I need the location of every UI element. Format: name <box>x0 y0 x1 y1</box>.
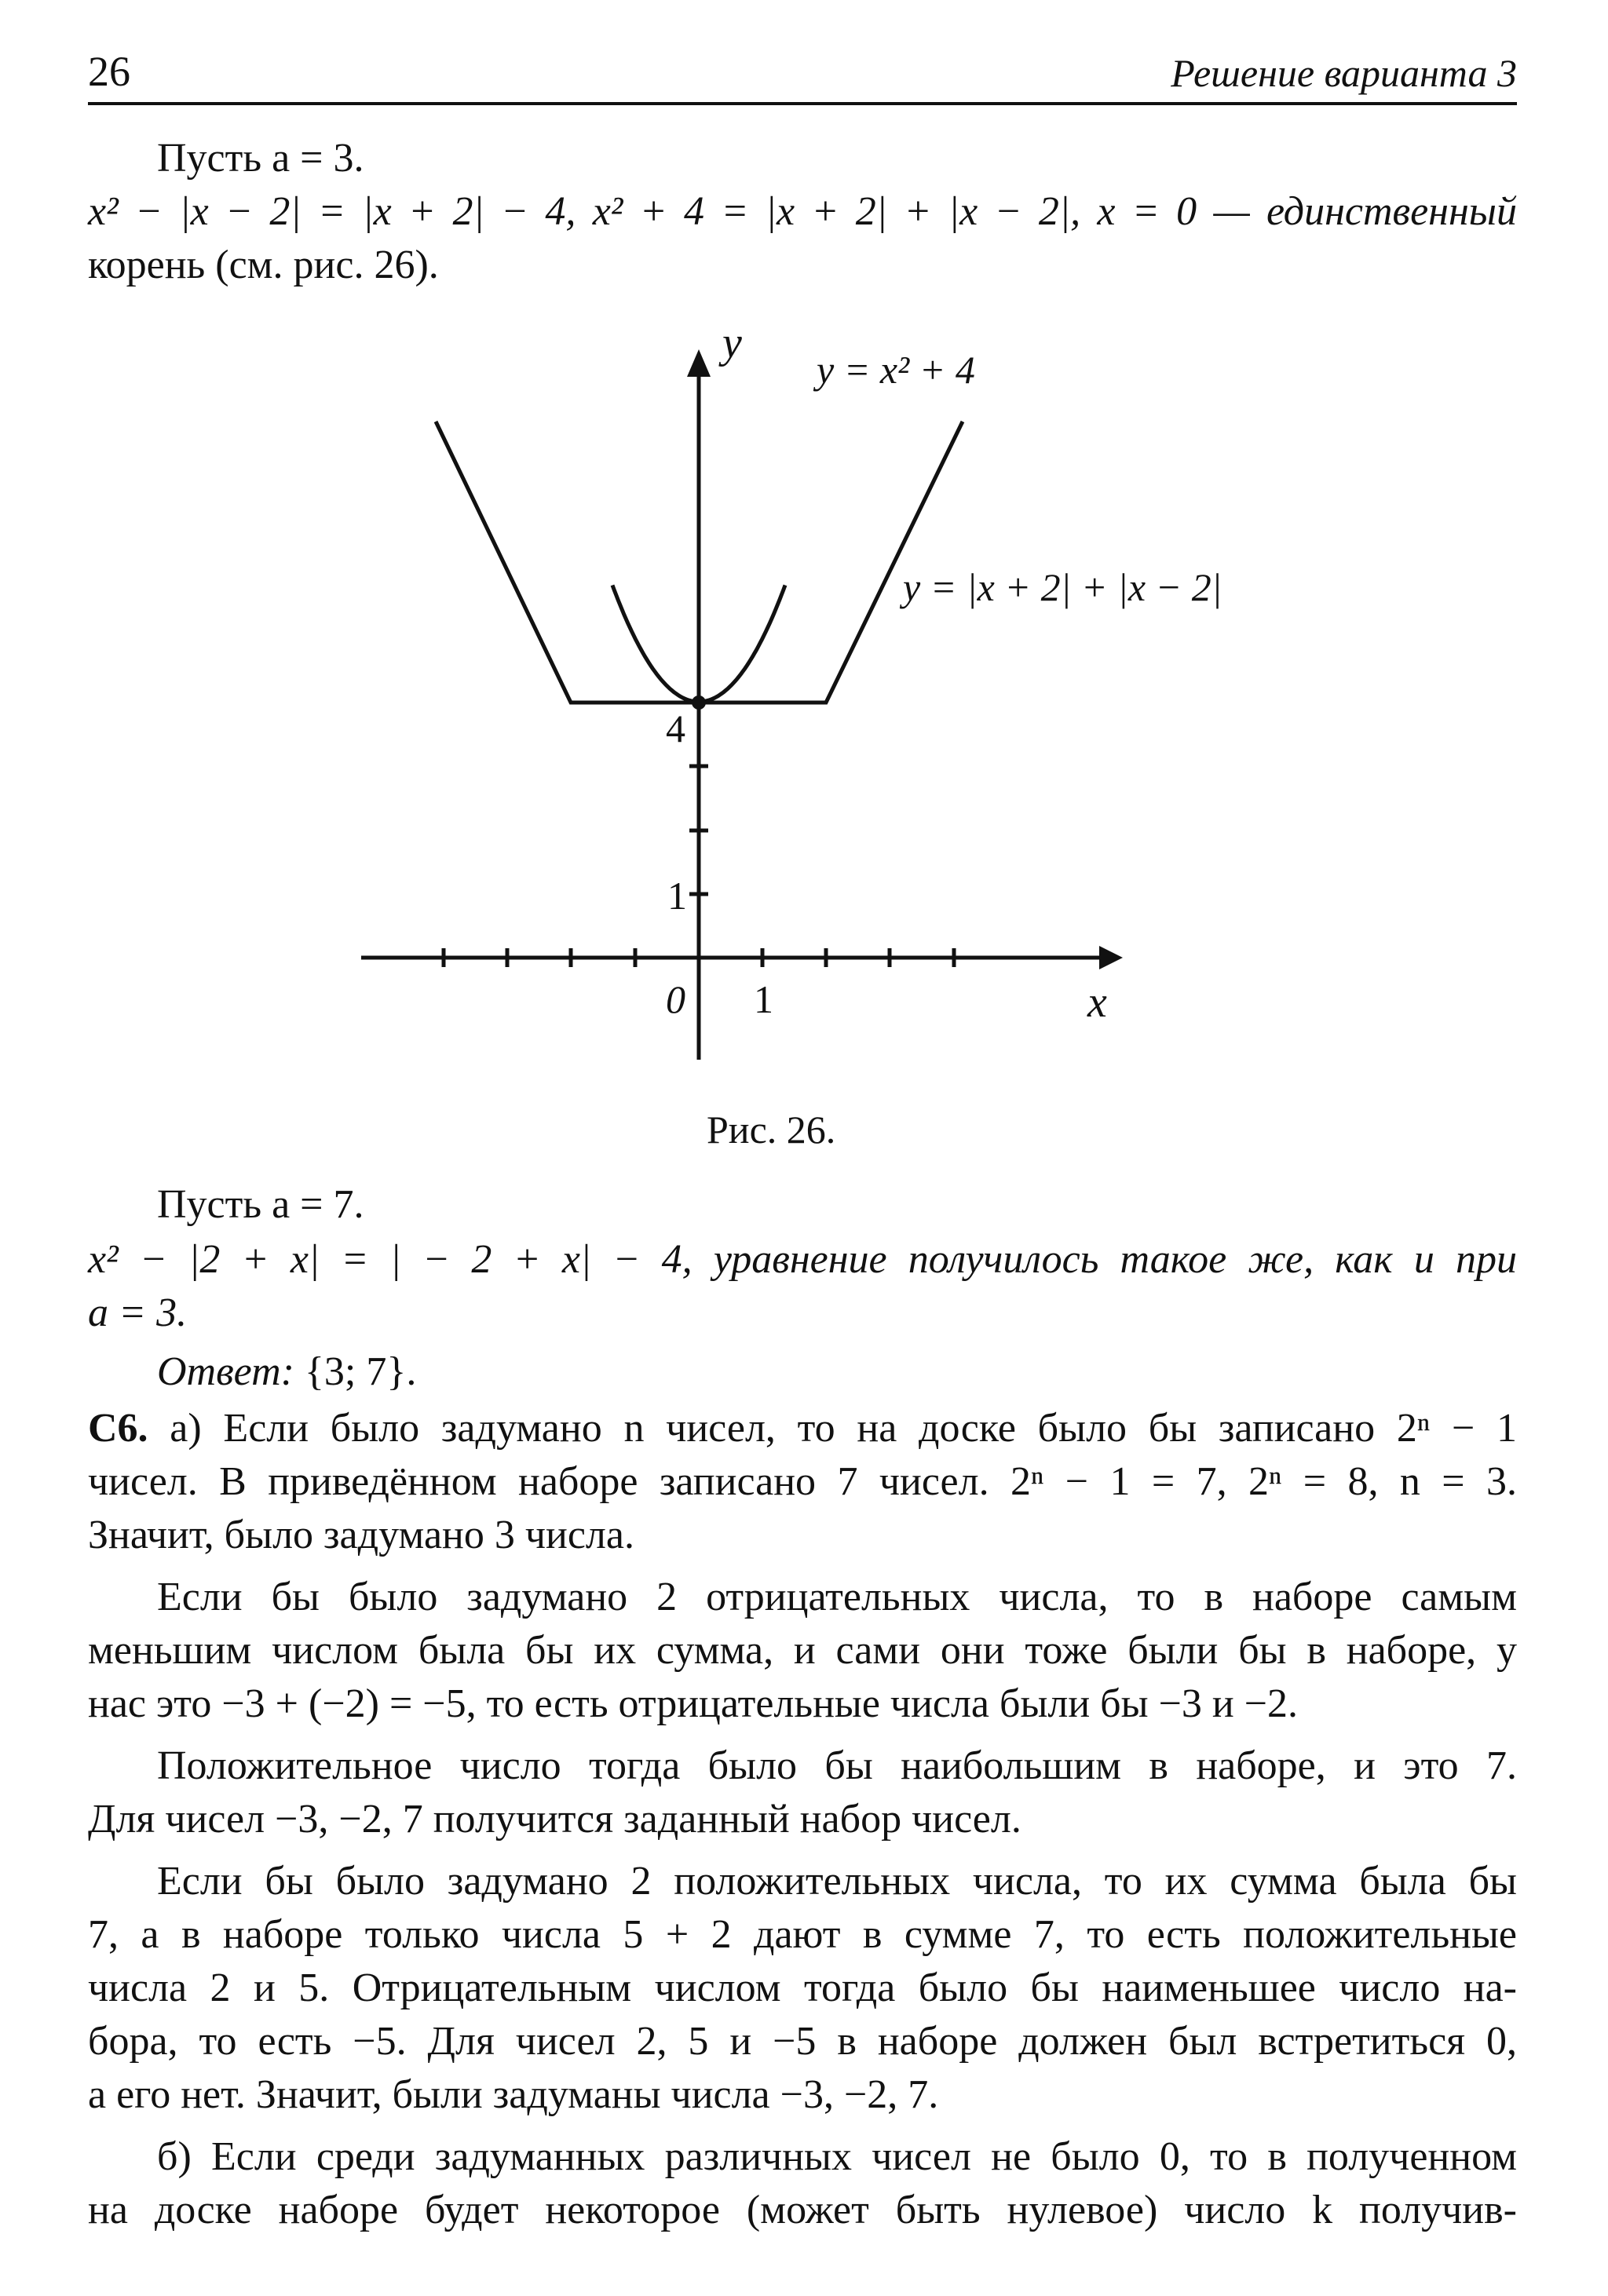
text-line: чисел. В приведённом наборе записано 7 чисел. 2ⁿ − 1 = 7, 2ⁿ = 8, n = 3. <box>88 1459 1517 1504</box>
problem-c6-line <box>88 1405 1517 1452</box>
answer-line <box>157 1349 1517 1396</box>
text-line: Для чисел −3, −2, 7 получится заданный набор чисел. <box>88 1797 1021 1842</box>
text-line: Если бы было задумано 2 положительных числа, то их сумма была бы <box>157 1859 1517 1904</box>
y-tick-label: 4 <box>666 706 685 750</box>
figure-caption: Рис. 26. <box>707 1108 836 1152</box>
text-line: Пусть a = 3. <box>157 136 364 181</box>
x-tick-label: 1 <box>754 977 773 1021</box>
origin-label: 0 <box>666 977 685 1021</box>
abs-function-label: y = |x + 2| + |x − 2| <box>903 565 1222 609</box>
text-line: меньшим числом была бы их сумма, и сами они тоже были бы в наборе, у <box>88 1628 1517 1673</box>
text-line: Если бы было задумано 2 отрицательных числа, то в наборе самым <box>157 1575 1517 1619</box>
text-line: б) Если среди задуманных различных чисел не было 0, то в полученном <box>157 2134 1517 2179</box>
text-line: Положительное число тогда было бы наибольшим в наборе, и это 7. <box>157 1743 1517 1788</box>
y-axis-label: y <box>722 322 742 367</box>
figure-graph <box>314 322 1296 1091</box>
answer-label: Ответ: <box>157 1349 294 1394</box>
text-line: 7, а в наборе только числа 5 + 2 дают в сумме 7, то есть положительные <box>88 1912 1517 1957</box>
running-title: Решение варианта 3 <box>1171 51 1517 95</box>
text-line: нас это −3 + (−2) = −5, то есть отрицательные числа были бы −3 и −2. <box>88 1681 1299 1726</box>
text-line: бора, то есть −5. Для чисел 2, 5 и −5 в наборе должен был встретиться 0, <box>88 2019 1517 2064</box>
text-line: Пусть a = 7. <box>157 1182 364 1227</box>
text-line: а его нет. Значит, были задуманы числа −3, −2, 7. <box>88 2072 939 2117</box>
y-tick-label: 1 <box>667 874 687 918</box>
intersection-point <box>692 695 706 710</box>
answer-value: {3; 7}. <box>294 1349 417 1394</box>
text-line: Значит, было задумано 3 числа. <box>88 1513 634 1557</box>
text-span: а) Если было задумано n чисел, то на доске было бы записано 2ⁿ − 1 <box>148 1406 1517 1451</box>
text-line: числа 2 и 5. Отрицательным числом тогда было бы наименьшее число на- <box>88 1966 1517 2010</box>
graph-svg <box>314 322 1296 1091</box>
text-line: корень (см. рис. 26). <box>88 243 439 287</box>
y-axis-arrow <box>687 349 711 377</box>
problem-label: C6. <box>88 1406 148 1451</box>
text-line: a = 3. <box>88 1290 188 1335</box>
page-header <box>88 47 1517 105</box>
x-axis-label: x <box>1087 978 1107 1027</box>
text-line: на доске наборе будет некоторое (может быть нулевое) число k получив- <box>88 2188 1517 2232</box>
page-number: 26 <box>88 48 130 95</box>
parabola-label: y = x² + 4 <box>817 348 975 392</box>
equation-line: x² − |x − 2| = |x + 2| − 4, x² + 4 = |x + 2| + |x − 2|, x = 0 — единственный <box>88 189 1517 234</box>
x-axis-arrow <box>1099 946 1123 969</box>
equation-line: x² − |2 + x| = | − 2 + x| − 4, уравнение получилось такое же, как и при <box>88 1237 1517 1282</box>
